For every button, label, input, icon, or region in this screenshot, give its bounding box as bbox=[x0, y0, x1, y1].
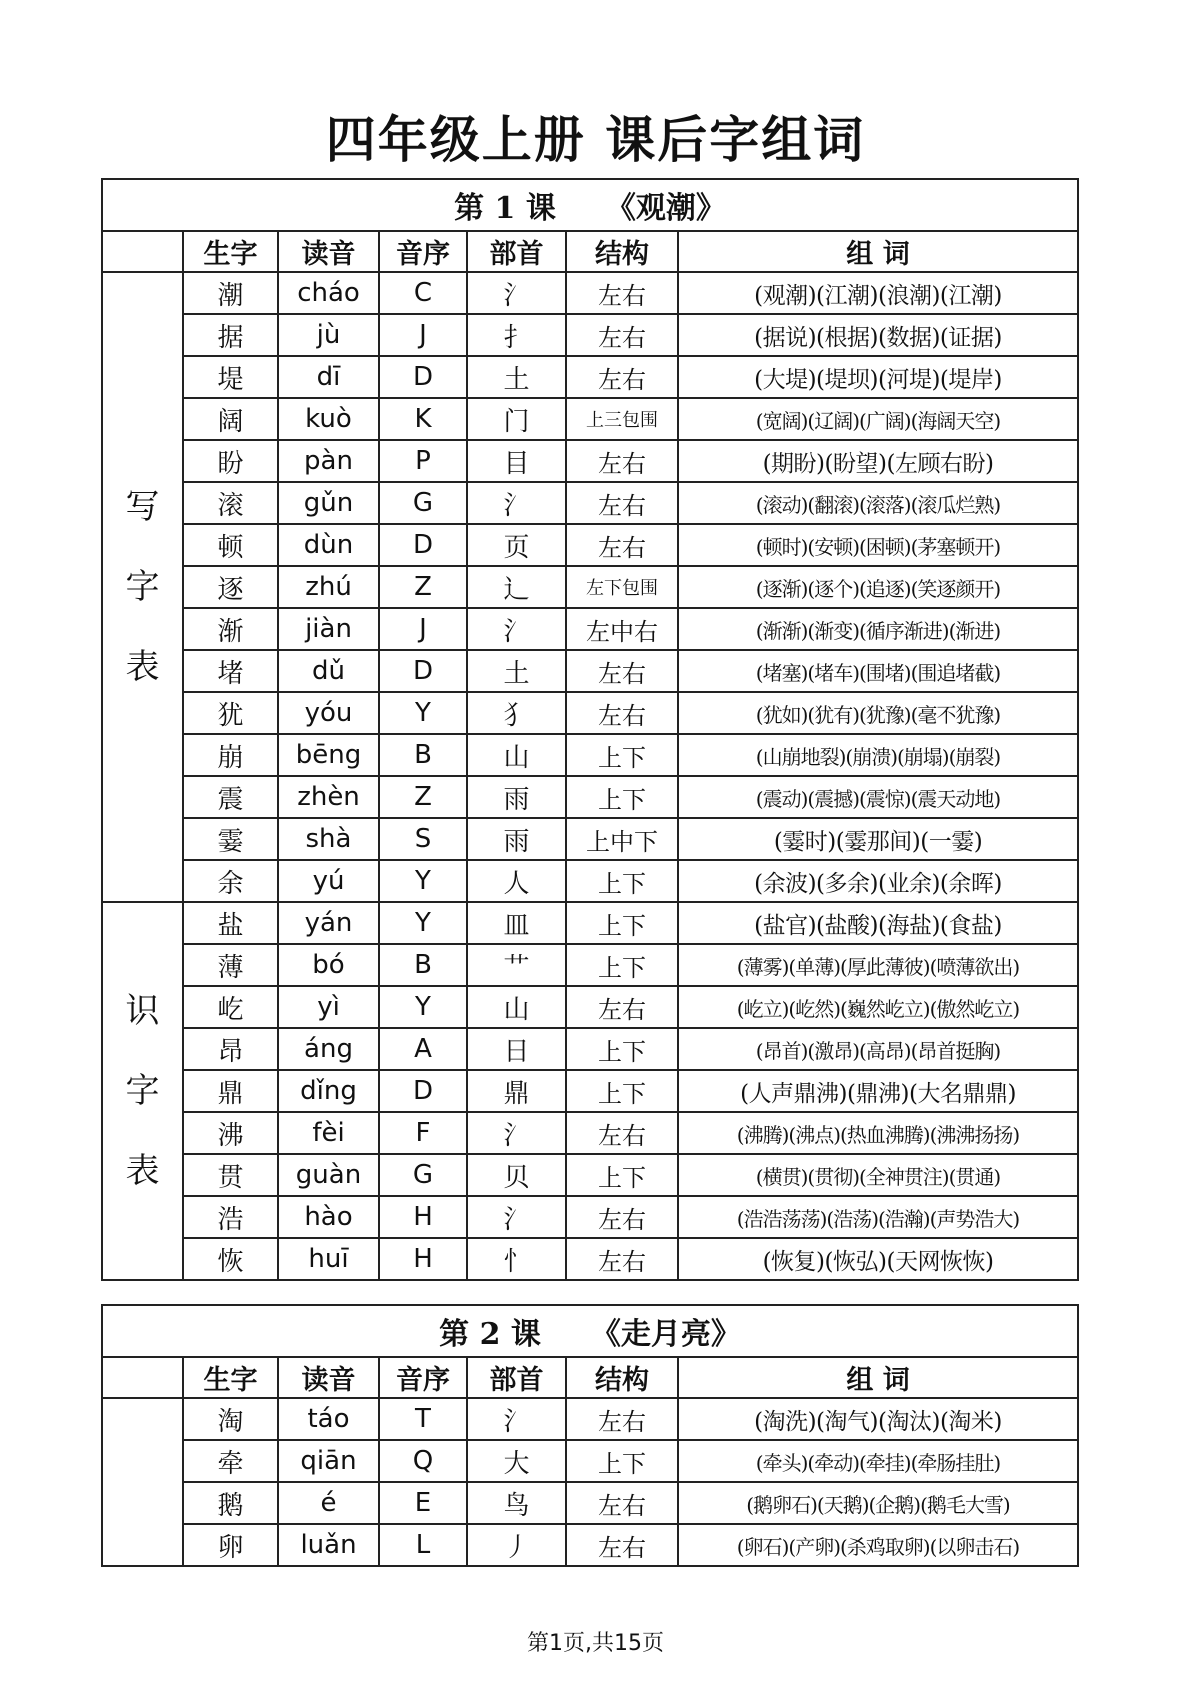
pinyin-cell: yóu bbox=[278, 692, 379, 734]
table-row bbox=[102, 440, 1078, 482]
word-group-cell: (牵头)(牵动)(牵挂)(牵肠挂肚) bbox=[678, 1440, 1078, 1482]
table-row bbox=[102, 650, 1078, 692]
header-words: 组 词 bbox=[678, 231, 1078, 272]
sound-order-cell: K bbox=[379, 398, 467, 440]
character-cell: 顿 bbox=[183, 524, 278, 566]
character-cell: 堤 bbox=[183, 356, 278, 398]
structure-cell: 左右 bbox=[566, 1238, 678, 1280]
section-label-char: 字 bbox=[125, 567, 160, 607]
radical-cell: 贝 bbox=[467, 1154, 566, 1196]
pinyin-cell: fèi bbox=[278, 1112, 379, 1154]
pinyin-cell: dùn bbox=[278, 524, 379, 566]
pinyin-cell: cháo bbox=[278, 272, 379, 314]
lesson-1-table bbox=[101, 178, 1079, 1281]
header-blank bbox=[102, 1357, 183, 1398]
page-title: 四年级上册 课后字组词 bbox=[325, 110, 866, 169]
sound-order-cell: Y bbox=[379, 860, 467, 902]
sound-order-cell: Y bbox=[379, 692, 467, 734]
radical-cell: 鼎 bbox=[467, 1070, 566, 1112]
character-cell: 震 bbox=[183, 776, 278, 818]
structure-cell: 左右 bbox=[566, 1196, 678, 1238]
sound-order-cell: D bbox=[379, 524, 467, 566]
word-group-cell: (堵塞)(堵车)(围堵)(围追堵截) bbox=[678, 650, 1078, 692]
sound-order-cell: J bbox=[379, 314, 467, 356]
pinyin-cell: bēng bbox=[278, 734, 379, 776]
radical-cell: 山 bbox=[467, 734, 566, 776]
structure-cell: 左右 bbox=[566, 650, 678, 692]
radical-cell: 大 bbox=[467, 1440, 566, 1482]
pinyin-cell: yán bbox=[278, 902, 379, 944]
pinyin-cell: guàn bbox=[278, 1154, 379, 1196]
radical-cell: 日 bbox=[467, 1028, 566, 1070]
header-structure: 结构 bbox=[566, 1357, 678, 1398]
pinyin-cell: gǔn bbox=[278, 482, 379, 524]
section-label-char: 写 bbox=[125, 487, 160, 527]
header-order: 音序 bbox=[379, 231, 467, 272]
word-group-cell: (鹅卵石)(天鹅)(企鹅)(鹅毛大雪) bbox=[678, 1482, 1078, 1524]
structure-cell: 左右 bbox=[566, 692, 678, 734]
sound-order-cell: Z bbox=[379, 776, 467, 818]
pinyin-cell: áng bbox=[278, 1028, 379, 1070]
sound-order-cell: B bbox=[379, 944, 467, 986]
sound-order-cell: F bbox=[379, 1112, 467, 1154]
structure-cell: 左右 bbox=[566, 1112, 678, 1154]
section-label-char: 表 bbox=[125, 1151, 160, 1191]
table-row bbox=[102, 1440, 1078, 1482]
radical-cell: 扌 bbox=[467, 314, 566, 356]
table-row bbox=[102, 692, 1078, 734]
word-group-cell: (顿时)(安顿)(困顿)(茅塞顿开) bbox=[678, 524, 1078, 566]
table-row bbox=[102, 1238, 1078, 1280]
table-row bbox=[102, 1482, 1078, 1524]
structure-cell: 上下 bbox=[566, 734, 678, 776]
word-group-cell: (沸腾)(沸点)(热血沸腾)(沸沸扬扬) bbox=[678, 1112, 1078, 1154]
table-row bbox=[102, 314, 1078, 356]
header-order: 音序 bbox=[379, 1357, 467, 1398]
character-cell: 薄 bbox=[183, 944, 278, 986]
radical-cell: 丿 bbox=[467, 1524, 566, 1566]
pinyin-cell: dǐng bbox=[278, 1070, 379, 1112]
radical-cell: 目 bbox=[467, 440, 566, 482]
word-group-cell: (盐官)(盐酸)(海盐)(食盐) bbox=[678, 902, 1078, 944]
character-cell: 潮 bbox=[183, 272, 278, 314]
sound-order-cell: S bbox=[379, 818, 467, 860]
structure-cell: 上下 bbox=[566, 1154, 678, 1196]
radical-cell: 土 bbox=[467, 356, 566, 398]
lesson-2-table bbox=[101, 1304, 1079, 1567]
character-cell: 堵 bbox=[183, 650, 278, 692]
radical-cell: 犭 bbox=[467, 692, 566, 734]
character-cell: 恢 bbox=[183, 1238, 278, 1280]
structure-cell: 左中右 bbox=[566, 608, 678, 650]
radical-cell: 氵 bbox=[467, 482, 566, 524]
page-footer: 第1页,共15页 bbox=[527, 1631, 664, 1656]
table-row bbox=[102, 902, 1078, 944]
sound-order-cell: D bbox=[379, 650, 467, 692]
structure-cell: 左右 bbox=[566, 1482, 678, 1524]
section-label-char: 识 bbox=[125, 991, 160, 1031]
sound-order-cell: T bbox=[379, 1398, 467, 1440]
column-header-row bbox=[102, 1357, 1078, 1398]
sound-order-cell: Q bbox=[379, 1440, 467, 1482]
pinyin-cell: kuò bbox=[278, 398, 379, 440]
word-group-cell: (昂首)(激昂)(高昂)(昂首挺胸) bbox=[678, 1028, 1078, 1070]
pinyin-cell: pàn bbox=[278, 440, 379, 482]
table-row bbox=[102, 356, 1078, 398]
radical-cell: 雨 bbox=[467, 818, 566, 860]
lesson-name: 《走月亮》 bbox=[590, 1317, 741, 1352]
pinyin-cell: luǎn bbox=[278, 1524, 379, 1566]
sound-order-cell: G bbox=[379, 1154, 467, 1196]
character-cell: 盼 bbox=[183, 440, 278, 482]
word-group-cell: (浩浩荡荡)(浩荡)(浩瀚)(声势浩大) bbox=[678, 1196, 1078, 1238]
sound-order-cell: Y bbox=[379, 986, 467, 1028]
structure-cell: 上下 bbox=[566, 1440, 678, 1482]
word-group-cell: (山崩地裂)(崩溃)(崩塌)(崩裂) bbox=[678, 734, 1078, 776]
word-group-cell: (屹立)(屹然)(巍然屹立)(傲然屹立) bbox=[678, 986, 1078, 1028]
structure-cell: 上下 bbox=[566, 944, 678, 986]
radical-cell: 氵 bbox=[467, 608, 566, 650]
structure-cell: 左右 bbox=[566, 440, 678, 482]
radical-cell: 皿 bbox=[467, 902, 566, 944]
character-cell: 沸 bbox=[183, 1112, 278, 1154]
lesson-number: 第 1 课 bbox=[454, 191, 556, 226]
sound-order-cell: Y bbox=[379, 902, 467, 944]
sound-order-cell: A bbox=[379, 1028, 467, 1070]
structure-cell: 上三包围 bbox=[566, 398, 678, 440]
pinyin-cell: huī bbox=[278, 1238, 379, 1280]
structure-cell: 左右 bbox=[566, 524, 678, 566]
lesson-number: 第 2 课 bbox=[439, 1317, 541, 1352]
table-row bbox=[102, 1398, 1078, 1440]
table-row bbox=[102, 1070, 1078, 1112]
word-group-cell: (淘洗)(淘气)(淘汰)(淘米) bbox=[678, 1398, 1078, 1440]
character-cell: 犹 bbox=[183, 692, 278, 734]
header-radical: 部首 bbox=[467, 1357, 566, 1398]
character-cell: 盐 bbox=[183, 902, 278, 944]
table-row bbox=[102, 944, 1078, 986]
character-cell: 屹 bbox=[183, 986, 278, 1028]
pinyin-cell: hào bbox=[278, 1196, 379, 1238]
word-group-cell: (横贯)(贯彻)(全神贯注)(贯通) bbox=[678, 1154, 1078, 1196]
character-cell: 昂 bbox=[183, 1028, 278, 1070]
word-group-cell: (宽阔)(辽阔)(广阔)(海阔天空) bbox=[678, 398, 1078, 440]
table-row bbox=[102, 818, 1078, 860]
table-row bbox=[102, 1154, 1078, 1196]
word-group-cell: (期盼)(盼望)(左顾右盼) bbox=[678, 440, 1078, 482]
character-cell: 余 bbox=[183, 860, 278, 902]
sound-order-cell: D bbox=[379, 356, 467, 398]
radical-cell: 门 bbox=[467, 398, 566, 440]
table-row bbox=[102, 524, 1078, 566]
radical-cell: 鸟 bbox=[467, 1482, 566, 1524]
character-cell: 滚 bbox=[183, 482, 278, 524]
lesson-heading bbox=[102, 1305, 1078, 1357]
lesson-name: 《观潮》 bbox=[605, 191, 726, 226]
word-group-cell: (犹如)(犹有)(犹豫)(毫不犹豫) bbox=[678, 692, 1078, 734]
structure-cell: 左右 bbox=[566, 482, 678, 524]
header-structure: 结构 bbox=[566, 231, 678, 272]
character-cell: 崩 bbox=[183, 734, 278, 776]
radical-cell: 氵 bbox=[467, 1112, 566, 1154]
table-row bbox=[102, 1196, 1078, 1238]
word-group-cell: (震动)(震撼)(震惊)(震天动地) bbox=[678, 776, 1078, 818]
pinyin-cell: jù bbox=[278, 314, 379, 356]
table-row bbox=[102, 986, 1078, 1028]
radical-cell: 氵 bbox=[467, 272, 566, 314]
sound-order-cell: Z bbox=[379, 566, 467, 608]
radical-cell: 山 bbox=[467, 986, 566, 1028]
pinyin-cell: shà bbox=[278, 818, 379, 860]
section-label bbox=[102, 902, 183, 1280]
structure-cell: 上下 bbox=[566, 902, 678, 944]
pinyin-cell: bó bbox=[278, 944, 379, 986]
structure-cell: 上下 bbox=[566, 1070, 678, 1112]
character-cell: 牵 bbox=[183, 1440, 278, 1482]
word-group-cell: (大堤)(堤坝)(河堤)(堤岸) bbox=[678, 356, 1078, 398]
structure-cell: 上下 bbox=[566, 1028, 678, 1070]
table-row bbox=[102, 1524, 1078, 1566]
character-cell: 鼎 bbox=[183, 1070, 278, 1112]
table-row bbox=[102, 1112, 1078, 1154]
word-group-cell: (恢复)(恢弘)(天网恢恢) bbox=[678, 1238, 1078, 1280]
table-row bbox=[102, 1028, 1078, 1070]
section-label bbox=[102, 1398, 183, 1566]
header-blank bbox=[102, 231, 183, 272]
structure-cell: 上下 bbox=[566, 776, 678, 818]
pinyin-cell: yú bbox=[278, 860, 379, 902]
radical-cell: 页 bbox=[467, 524, 566, 566]
table-row bbox=[102, 776, 1078, 818]
structure-cell: 左右 bbox=[566, 1398, 678, 1440]
character-cell: 鹅 bbox=[183, 1482, 278, 1524]
table-row bbox=[102, 398, 1078, 440]
word-group-cell: (人声鼎沸)(鼎沸)(大名鼎鼎) bbox=[678, 1070, 1078, 1112]
sound-order-cell: P bbox=[379, 440, 467, 482]
structure-cell: 左右 bbox=[566, 986, 678, 1028]
word-group-cell: (渐渐)(渐变)(循序渐进)(渐进) bbox=[678, 608, 1078, 650]
character-cell: 阔 bbox=[183, 398, 278, 440]
word-group-cell: (薄雾)(单薄)(厚此薄彼)(喷薄欲出) bbox=[678, 944, 1078, 986]
sound-order-cell: G bbox=[379, 482, 467, 524]
word-group-cell: (据说)(根据)(数据)(证据) bbox=[678, 314, 1078, 356]
pinyin-cell: é bbox=[278, 1482, 379, 1524]
header-pinyin: 读音 bbox=[278, 231, 379, 272]
structure-cell: 左下包围 bbox=[566, 566, 678, 608]
sound-order-cell: J bbox=[379, 608, 467, 650]
character-cell: 据 bbox=[183, 314, 278, 356]
table-row bbox=[102, 566, 1078, 608]
header-radical: 部首 bbox=[467, 231, 566, 272]
table-row bbox=[102, 482, 1078, 524]
radical-cell: 辶 bbox=[467, 566, 566, 608]
sound-order-cell: H bbox=[379, 1196, 467, 1238]
character-cell: 贯 bbox=[183, 1154, 278, 1196]
section-label bbox=[102, 272, 183, 902]
pinyin-cell: zhèn bbox=[278, 776, 379, 818]
table-row bbox=[102, 272, 1078, 314]
sound-order-cell: C bbox=[379, 272, 467, 314]
character-cell: 卵 bbox=[183, 1524, 278, 1566]
character-cell: 淘 bbox=[183, 1398, 278, 1440]
word-group-cell: (观潮)(江潮)(浪潮)(江潮) bbox=[678, 272, 1078, 314]
structure-cell: 左右 bbox=[566, 314, 678, 356]
pinyin-cell: jiàn bbox=[278, 608, 379, 650]
structure-cell: 上中下 bbox=[566, 818, 678, 860]
column-header-row bbox=[102, 231, 1078, 272]
radical-cell: 氵 bbox=[467, 1398, 566, 1440]
lesson-header-row bbox=[102, 1305, 1078, 1357]
sound-order-cell: D bbox=[379, 1070, 467, 1112]
radical-cell: 雨 bbox=[467, 776, 566, 818]
pinyin-cell: dǔ bbox=[278, 650, 379, 692]
structure-cell: 左右 bbox=[566, 272, 678, 314]
sound-order-cell: H bbox=[379, 1238, 467, 1280]
header-char: 生字 bbox=[183, 231, 278, 272]
character-cell: 渐 bbox=[183, 608, 278, 650]
pinyin-cell: zhú bbox=[278, 566, 379, 608]
table-row bbox=[102, 860, 1078, 902]
character-cell: 霎 bbox=[183, 818, 278, 860]
table-row bbox=[102, 734, 1078, 776]
character-cell: 逐 bbox=[183, 566, 278, 608]
header-pinyin: 读音 bbox=[278, 1357, 379, 1398]
structure-cell: 左右 bbox=[566, 356, 678, 398]
word-group-cell: (余波)(多余)(业余)(余晖) bbox=[678, 860, 1078, 902]
sound-order-cell: B bbox=[379, 734, 467, 776]
pinyin-cell: dī bbox=[278, 356, 379, 398]
lesson-header-row bbox=[102, 179, 1078, 231]
header-char: 生字 bbox=[183, 1357, 278, 1398]
pinyin-cell: qiān bbox=[278, 1440, 379, 1482]
character-cell: 浩 bbox=[183, 1196, 278, 1238]
radical-cell: 氵 bbox=[467, 1196, 566, 1238]
word-group-cell: (逐渐)(逐个)(追逐)(笑逐颜开) bbox=[678, 566, 1078, 608]
word-group-cell: (卵石)(产卵)(杀鸡取卵)(以卵击石) bbox=[678, 1524, 1078, 1566]
radical-cell: 土 bbox=[467, 650, 566, 692]
word-group-cell: (霎时)(霎那间)(一霎) bbox=[678, 818, 1078, 860]
word-group-cell: (滚动)(翻滚)(滚落)(滚瓜烂熟) bbox=[678, 482, 1078, 524]
radical-cell: 人 bbox=[467, 860, 566, 902]
structure-cell: 上下 bbox=[566, 860, 678, 902]
radical-cell: 艹 bbox=[467, 944, 566, 986]
section-label-char: 表 bbox=[125, 647, 160, 687]
structure-cell: 左右 bbox=[566, 1524, 678, 1566]
sound-order-cell: E bbox=[379, 1482, 467, 1524]
header-words: 组 词 bbox=[678, 1357, 1078, 1398]
sound-order-cell: L bbox=[379, 1524, 467, 1566]
section-label-char: 字 bbox=[125, 1071, 160, 1111]
table-row bbox=[102, 608, 1078, 650]
pinyin-cell: yì bbox=[278, 986, 379, 1028]
pinyin-cell: táo bbox=[278, 1398, 379, 1440]
radical-cell: 忄 bbox=[467, 1238, 566, 1280]
lesson-heading bbox=[102, 179, 1078, 231]
